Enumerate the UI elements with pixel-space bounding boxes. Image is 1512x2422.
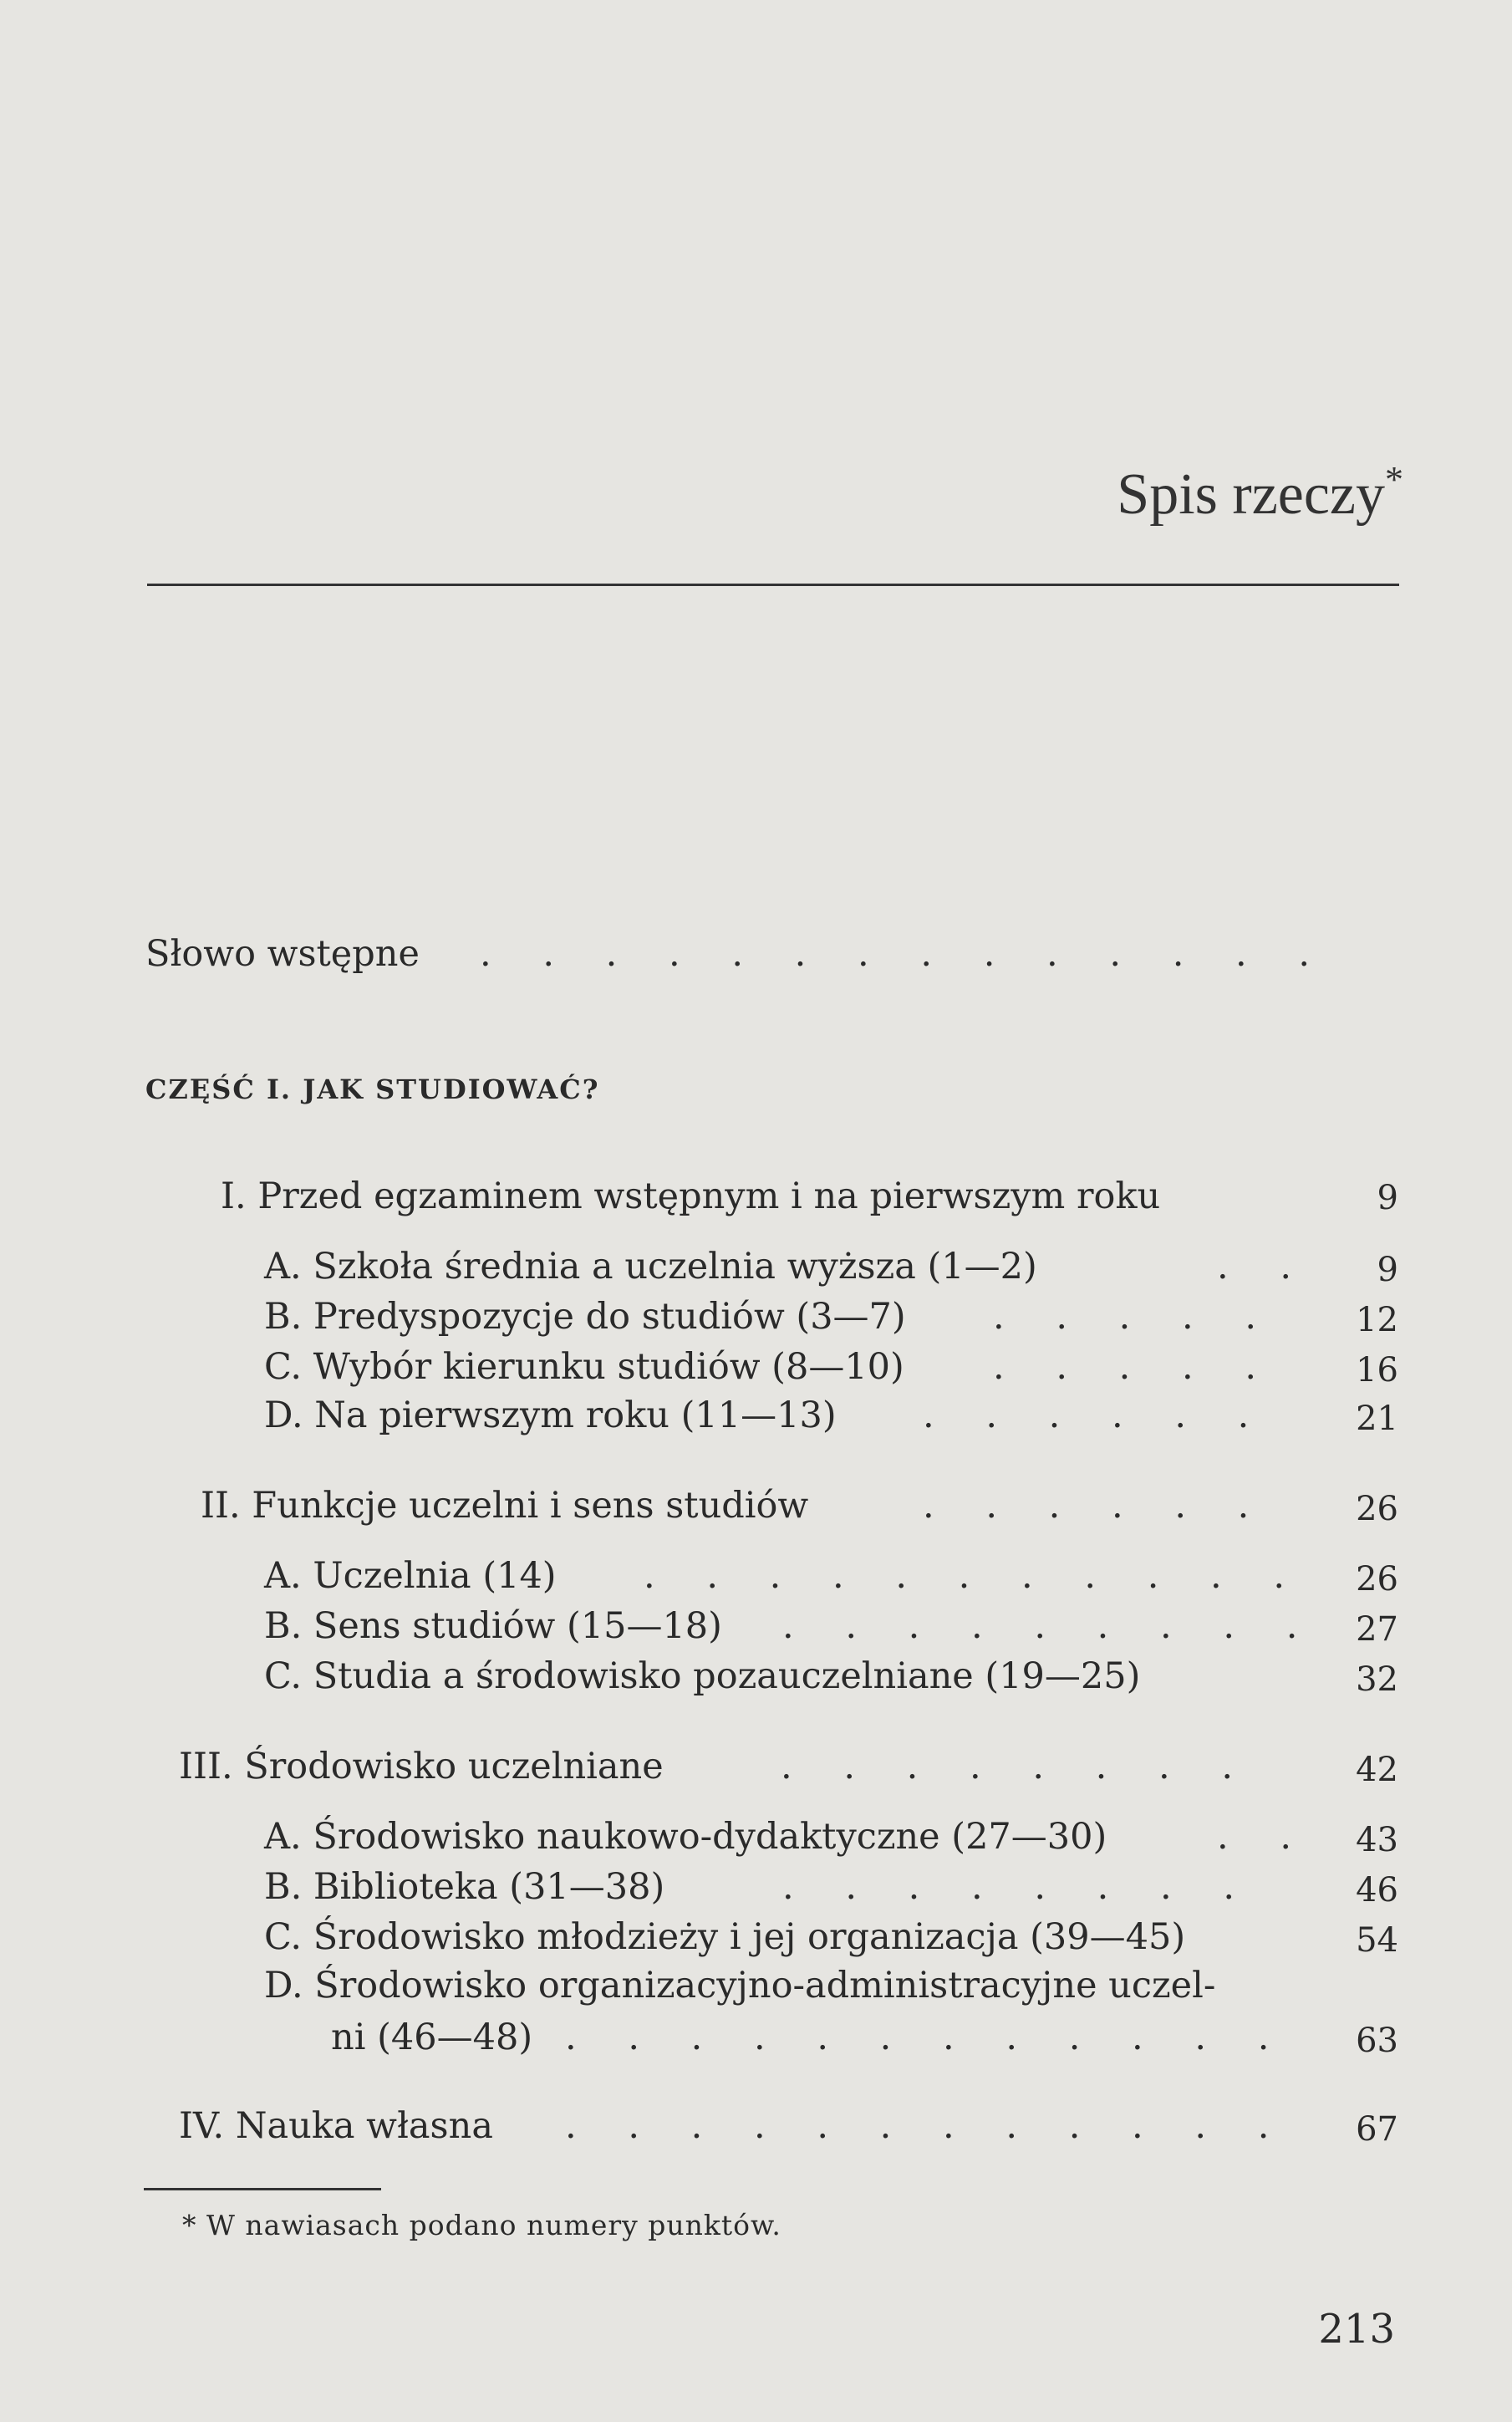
part-heading: CZĘŚĆ I. JAK STUDIOWAĆ? (145, 1073, 600, 1105)
section-2b: B. Sens studiów (15—18) (264, 1605, 722, 1647)
page-number: 213 (1318, 2306, 1395, 2353)
page-ref: 12 (1356, 1301, 1398, 1339)
section-3d-continuation: ni (46—48) (331, 2017, 533, 2058)
page-ref: 21 (1356, 1400, 1398, 1438)
chapter-1: I. Przed egzaminem wstępnym i na pierwszym roku (221, 1175, 1161, 1217)
page-ref: 32 (1356, 1660, 1398, 1699)
page-ref: 9 (1377, 1251, 1398, 1289)
section-dots: . . . . . . . . . . . (644, 1555, 1306, 1597)
section-2c: C. Studia a środowisko pozauczelniane (19—25) (264, 1655, 1141, 1697)
section-3a: A. Środowisko naukowo-dydaktyczne (27—30) (264, 1816, 1107, 1858)
page-ref: 54 (1356, 1921, 1398, 1960)
page-ref: 67 (1356, 2110, 1398, 2149)
page-ref: 63 (1356, 2022, 1398, 2060)
page-ref: 16 (1356, 1351, 1398, 1389)
toc-entry-intro: Słowo wstępne (145, 933, 420, 975)
chapter-2: II. Funkcje uczelni i sens studiów (201, 1485, 809, 1527)
chapter-3: III. Środowisko uczelniane (179, 1746, 664, 1787)
section-dots: . . . . . . . . . (782, 1605, 1318, 1647)
page-ref: 42 (1356, 1751, 1398, 1789)
page-ref: 9 (1377, 1179, 1398, 1217)
section-1b: B. Predyspozycje do studiów (3—7) (264, 1296, 906, 1338)
section-1a: A. Szkoła średnia a uczelnia wyższa (1—2) (264, 1246, 1037, 1287)
title-rule (147, 584, 1399, 586)
page-ref: 43 (1356, 1821, 1398, 1859)
page-ref: 46 (1356, 1871, 1398, 1910)
section-3c: C. Środowisko młodzieży i jej organizacja (39—45) (264, 1916, 1186, 1958)
chapter-dots: . . . . . . . . (781, 1746, 1254, 1787)
section-1c: C. Wybór kierunku studiów (8—10) (264, 1346, 904, 1388)
section-3d: D. Środowisko organizacyjno-administracyjne uczel- (264, 1965, 1216, 2006)
chapter-dots: . . . . . . (923, 1485, 1270, 1527)
chapter-dots: . . . . . . . . . . . . (565, 2105, 1290, 2147)
section-3b: B. Biblioteka (31—38) (264, 1866, 665, 1908)
page-ref: 27 (1356, 1610, 1398, 1649)
section-1d: D. Na pierwszym roku (11—13) (264, 1395, 837, 1436)
footnote-rule (144, 2188, 381, 2190)
section-dots: . . . . . . . . (782, 1866, 1255, 1908)
section-2a: A. Uczelnia (14) (264, 1555, 557, 1597)
intro-dots: . . . . . . . . . . . . . . (480, 933, 1331, 975)
section-dots: . . . . . (993, 1296, 1277, 1338)
section-dots: . . (1217, 1246, 1312, 1287)
page-title: Spis rzeczy* (1117, 459, 1403, 527)
section-dots: . . . . . . . . . . . . (565, 2017, 1290, 2058)
footnote: * W nawiasach podano numery punktów. (182, 2209, 781, 2241)
page-ref: 26 (1356, 1490, 1398, 1528)
page-ref: 26 (1356, 1560, 1398, 1599)
chapter-4: IV. Nauka własna (179, 2105, 493, 2147)
section-dots: . . . . . . (923, 1395, 1270, 1436)
section-dots: . . (1217, 1816, 1312, 1858)
section-dots: . . . . . (993, 1346, 1277, 1388)
